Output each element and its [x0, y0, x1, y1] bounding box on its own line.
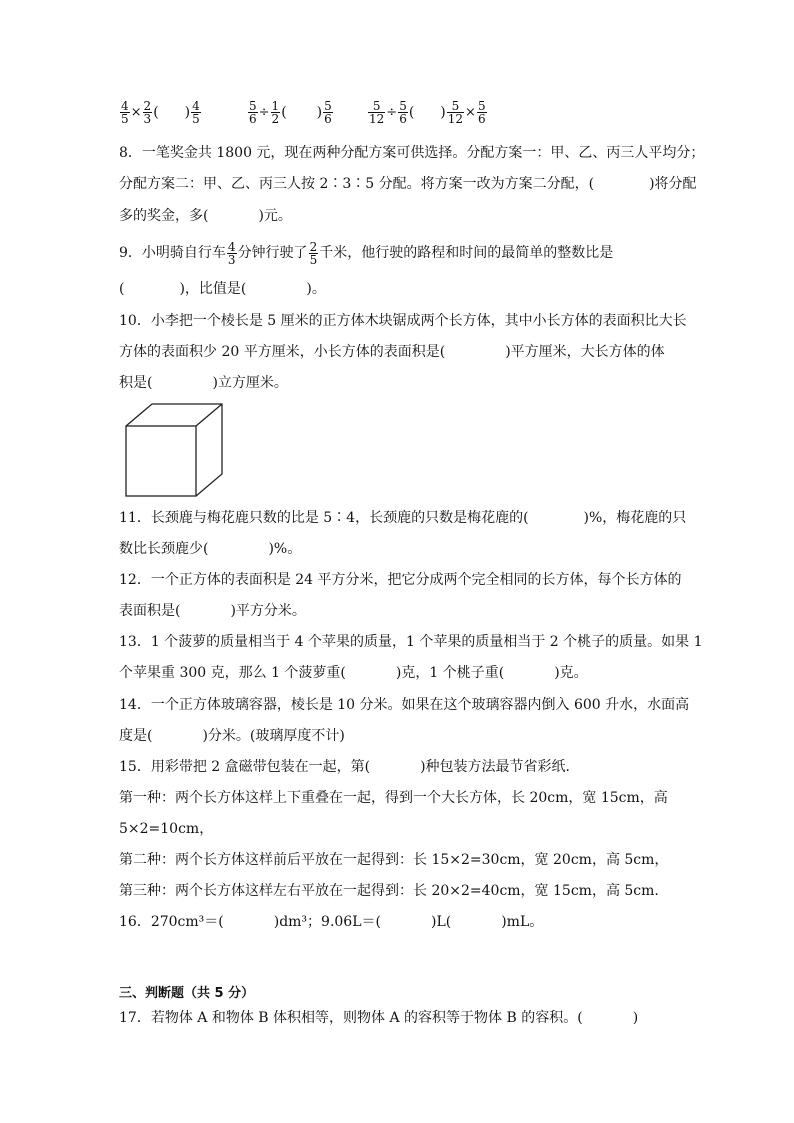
q8-line-1: 8．一笔奖金共 1800 元，现在两种分配方案可供选择。分配方案一：甲、乙、丙三人平均分； — [119, 145, 705, 161]
q13-text: 个苹果重 300 克，那么 1 个菠萝重( — [119, 665, 346, 681]
q9-text: 千米，他行驶的路程和时间的最简单的整数比是 — [319, 245, 614, 261]
q16-text: )L( — [430, 914, 452, 930]
q10-line-3 — [119, 373, 288, 393]
q12-text: )平方分米。 — [230, 603, 306, 619]
q11-text: 11．长颈鹿与梅花鹿只数的比是 5∶4，长颈鹿的只数是梅花鹿的( — [119, 510, 529, 526]
q12-line-2 — [119, 601, 306, 621]
fraction-group-1 — [119, 100, 202, 125]
q14-line-1: 14．一个正方体玻璃容器，棱长是 10 分米。如果在这个玻璃容器内倒入 600 升水，水面高 — [119, 697, 690, 713]
q8-text: 多的奖金，多( — [119, 208, 209, 224]
q10-text: )立方厘米。 — [212, 375, 288, 391]
q15-line-2: 第一种：两个长方体这样上下重叠在一起，得到一个大长方体，长 20cm，宽 15cm，高 — [119, 790, 668, 806]
denominator: 2 — [271, 112, 280, 126]
q14-text: 度是( — [119, 728, 153, 744]
fraction — [309, 241, 319, 266]
fraction — [227, 241, 237, 266]
numerator: 2 — [309, 239, 318, 254]
fraction — [271, 100, 281, 125]
q16-line-1 — [119, 912, 543, 932]
q9-text: 9．小明骑自行车 — [119, 245, 226, 261]
fraction — [477, 100, 487, 125]
operator: ÷ — [386, 105, 398, 120]
q17-line-1 — [119, 1008, 638, 1028]
blank-close: ) — [440, 104, 446, 121]
numerator: 4 — [121, 99, 129, 113]
q13-text: )克。 — [554, 665, 588, 681]
q16-text: 16．270cm³＝( — [119, 914, 224, 930]
q13-line-1: 13．1 个菠萝的质量相当于 4 个苹果的质量，1 个苹果的质量相当于 2 个桃子的质量。如果 1 — [119, 634, 703, 650]
denominator: 3 — [143, 112, 152, 126]
denominator: 6 — [324, 112, 332, 126]
q11-text: 数比长颈鹿少( — [119, 541, 209, 557]
cube-edge — [196, 404, 222, 426]
numerator: 5 — [324, 99, 332, 113]
denominator: 5 — [192, 112, 200, 126]
q15-line-4: 第二种：两个长方体这样前后平放在一起得到：长 15×2=30cm，宽 20cm，高 5cm， — [119, 852, 669, 868]
cube-front-face — [126, 426, 196, 496]
operator: ÷ — [258, 105, 270, 120]
fraction — [143, 100, 153, 125]
denominator: 6 — [249, 112, 257, 126]
denominator: 12 — [369, 112, 385, 126]
q11-line-1 — [119, 508, 686, 528]
fraction — [248, 100, 258, 125]
q9-text: )。 — [306, 281, 326, 297]
blank-open: ( — [281, 104, 287, 121]
q9-text: ( — [119, 281, 125, 297]
numerator: 1 — [271, 99, 280, 113]
fraction — [447, 100, 464, 125]
q16-text: )mL。 — [501, 914, 544, 930]
fraction — [191, 100, 201, 125]
numerator: 5 — [399, 99, 407, 113]
q9-line-2 — [119, 279, 326, 299]
blank-open: ( — [153, 104, 159, 121]
denominator: 5 — [309, 252, 318, 267]
q17-text: 17．若物体 A 和物体 B 体积相等，则物体 A 的容积等于物体 B 的容积。( — [119, 1010, 583, 1026]
denominator: 6 — [399, 112, 407, 126]
q9-text: 分钟行驶了 — [237, 245, 308, 261]
q8-line-3 — [119, 206, 292, 226]
q8-text: 分配方案二：甲、乙、丙三人按 2∶3∶5 分配。将方案一改为方案二分配，( — [119, 176, 595, 192]
q10-text: 方体的表面积少 20 平方厘米，小长方体的表面积是( — [119, 344, 446, 360]
q9-line-1 — [119, 239, 613, 267]
q8-line-2 — [119, 174, 697, 194]
denominator: 6 — [477, 112, 486, 126]
fraction-group-2 — [247, 100, 334, 125]
numerator: 5 — [249, 99, 257, 113]
numerator: 2 — [143, 99, 152, 113]
q8-text: )元。 — [258, 208, 292, 224]
q15-text: 15．用彩带把 2 盒磁带包装在一起，第( — [119, 759, 371, 775]
numerator: 4 — [192, 99, 200, 113]
q12-text: 表面积是( — [119, 603, 181, 619]
numerator: 5 — [447, 100, 464, 113]
q15-line-1 — [119, 757, 580, 777]
q14-text: )分米。(玻璃厚度不计) — [202, 728, 345, 744]
denominator: 3 — [227, 252, 236, 267]
q10-line-1: 10．小李把一个棱长是 5 厘米的正方体木块锯成两个长方体，其中小长方体的表面积比大长 — [119, 313, 687, 329]
q9-text: )，比值是( — [179, 281, 247, 297]
fraction-group-3 — [367, 100, 488, 125]
denominator: 5 — [121, 112, 129, 126]
blank-close: ) — [316, 104, 323, 121]
numerator: 5 — [477, 99, 486, 113]
numerator: 5 — [368, 100, 385, 113]
numerator: 4 — [227, 239, 236, 254]
q15-line-3: 5×2=10cm， — [119, 821, 214, 837]
q10-line-2 — [119, 342, 665, 362]
q12-line-1: 12．一个正方体的表面积是 24 平方分米，把它分成两个完全相同的长方体，每个长方体的 — [119, 572, 682, 588]
q11-text: )%，梅花鹿的只 — [583, 510, 687, 526]
q15-line-5: 第三种：两个长方体这样左右平放在一起得到：长 20×2=40cm，宽 15cm，高 5cm. — [119, 883, 659, 899]
q16-text: )dm³；9.06L＝( — [273, 914, 381, 930]
q13-text: )克，1 个桃子重( — [395, 665, 505, 681]
blank-open: ( — [408, 104, 415, 121]
operator: × — [130, 105, 142, 120]
q13-line-2 — [119, 663, 588, 683]
q8-text: )将分配 — [649, 176, 697, 192]
q10-text: )平方厘米，大长方体的体 — [505, 344, 665, 360]
cube-back-edges — [126, 404, 222, 496]
fraction — [368, 100, 385, 125]
cube-figure — [120, 400, 226, 500]
fraction — [323, 100, 333, 125]
q11-text: )%。 — [268, 541, 302, 557]
denominator: 12 — [447, 112, 464, 126]
q11-line-2 — [119, 539, 301, 559]
section-heading: 三、判断题（共 5 分） — [119, 986, 255, 1001]
q10-text: 积是( — [119, 375, 153, 391]
fraction — [120, 100, 130, 125]
fraction — [398, 100, 408, 125]
operator: × — [465, 105, 476, 120]
blank-close: ) — [184, 104, 191, 121]
q15-text: )种包装方法最节省彩纸． — [420, 759, 580, 775]
q14-line-2 — [119, 726, 345, 746]
q17-text: ) — [632, 1010, 639, 1026]
